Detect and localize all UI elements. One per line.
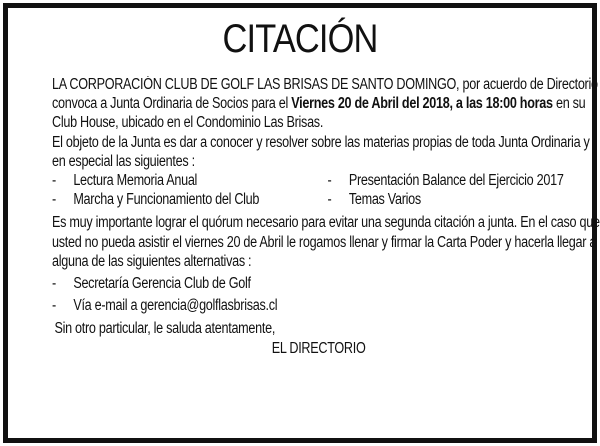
alternative-label: Secretaría Gerencia Club de Golf xyxy=(73,275,251,293)
bullet-dash: - xyxy=(52,172,56,190)
object-paragraph: El objeto de la Junta es dar a conocer y resolver sobre las materias propias de toda Junta Ordinaria y en especial las siguientes : xyxy=(52,133,590,170)
agenda-item-label: Temas Varios xyxy=(348,191,421,209)
page-title: CITACIÓN xyxy=(222,17,378,61)
agenda-row xyxy=(52,190,600,209)
agenda-item xyxy=(52,190,328,209)
important-paragraph: Es muy importante lograr el quórum necesario para evitar una segunda citación a junta. En el caso que usted no pueda asistir el viernes 20 de Abril le rogamos llenar y firmar la Carta Poder y hacerla llegar a alguna de las siguientes alternativas : xyxy=(52,214,600,270)
bullet-dash: - xyxy=(327,172,332,190)
condensed-text xyxy=(52,75,600,358)
document-body xyxy=(52,75,600,358)
citation-frame xyxy=(3,3,600,443)
agenda-item-label: Presentación Balance del Ejercicio 2017 xyxy=(348,172,564,190)
alternative-label: Vía e-mail a gerencia@golflasbrisas.cl xyxy=(73,297,278,315)
intro-text-2: en su Club House, ubicado en el Condominio Las Brisas. xyxy=(52,95,586,132)
bullet-dash: - xyxy=(327,191,332,209)
signature: EL DIRECTORIO xyxy=(271,339,366,357)
agenda-item-label: Lectura Memoria Anual xyxy=(73,172,198,190)
bullet-dash: - xyxy=(52,191,56,209)
agenda-item xyxy=(52,171,328,190)
intro-paragraph xyxy=(52,75,600,133)
agenda-item xyxy=(328,190,421,209)
closing-line: Sin otro particular, le saluda atentamente, xyxy=(54,320,276,338)
intro-text-1: LA CORPORACIÓN CLUB DE GOLF LAS BRISAS DE SANTO DOMINGO, por acuerdo de Directorio convoca a Junta Ordinaria de Socios para el xyxy=(52,76,598,113)
agenda-item-label: Marcha y Funcionamiento del Club xyxy=(73,191,260,209)
alternative-item xyxy=(52,296,600,315)
alternative-item xyxy=(52,274,600,293)
bullet-dash: - xyxy=(52,275,56,293)
bullet-dash: - xyxy=(52,297,56,315)
agenda-item xyxy=(328,171,564,190)
agenda-row xyxy=(52,171,600,190)
meeting-date-time: Viernes 20 de Abril del 2018, a las 18:00 horas xyxy=(291,95,553,113)
